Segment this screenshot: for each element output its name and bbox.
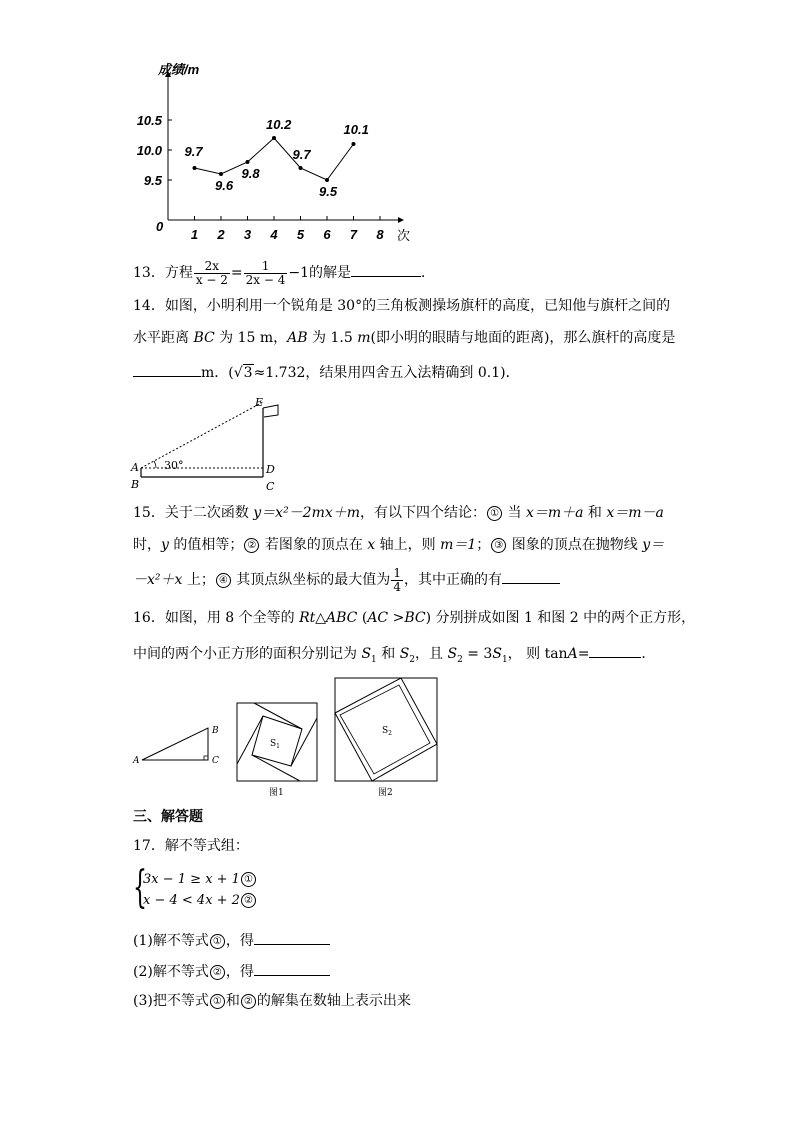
figure1-line [254, 703, 302, 729]
point-b-label: B [131, 478, 140, 491]
point-a-label: A [131, 461, 139, 474]
fraction-1: $\frac{2x}{x - 2}$ [195, 258, 228, 287]
data-point [272, 136, 276, 140]
square-figure-2 [334, 677, 440, 797]
data-label: 10.2 [266, 117, 292, 132]
data-label: 9.8 [241, 166, 260, 181]
right-triangle-figure [128, 718, 228, 778]
x-tick-label: 4 [270, 227, 278, 242]
x-tick-label: 1 [190, 227, 199, 242]
data-point [219, 172, 223, 176]
angle-arc [154, 461, 156, 468]
fraction-2: $\frac{1}{2x - 4}$ [245, 258, 286, 287]
circled-4: ④ [216, 573, 231, 588]
data-point [193, 166, 197, 170]
question-15-line-1: 15．关于二次函数 y＝x²－2mx＋m，有以下四个结论： ① 当 x＝m＋a 和 x＝m－a [133, 505, 664, 521]
answer-blank-14[interactable] [133, 362, 201, 377]
section-title: 三、解答题 [133, 808, 203, 824]
data-point [325, 178, 329, 182]
answer-blank-17-2[interactable] [254, 961, 330, 976]
y-tick-label: 9.5 [143, 173, 162, 188]
point-d-label: D [266, 463, 275, 476]
inequality-1: 3x − 1 ≥ x + 1 ① [143, 870, 257, 890]
data-label: 9.7 [184, 144, 203, 159]
x-tick-label: 5 [296, 227, 305, 242]
data-point [246, 160, 250, 164]
data-point [352, 142, 356, 146]
triangle-a-label: A [133, 756, 140, 766]
step-1: (1)解不等式 ① ，得 [133, 930, 330, 951]
origin-label: 0 [156, 219, 164, 234]
triangle-abc [142, 728, 208, 760]
answer-blank-13[interactable] [351, 262, 421, 277]
x-tick-label: 3 [243, 227, 252, 242]
question-14-line-3: m．(√3≈1.732，结果用四舍五入法精确到 0.1)． [133, 362, 520, 383]
answer-blank-15[interactable] [502, 569, 560, 584]
right-angle-mark [204, 756, 208, 760]
x-tick-label: 2 [217, 227, 225, 242]
s2-label: $S_2$ [382, 726, 392, 737]
question-17-line-1: 17．解不等式组： [133, 838, 249, 854]
point-c-label: C [266, 480, 275, 493]
y-tick-label: 10.0 [136, 143, 162, 158]
circled-1: ① [487, 506, 502, 521]
series-line [195, 138, 354, 180]
square-figure-1 [236, 702, 321, 797]
question-15-line-2: 时，y 的值相等； ② 若图象的顶点在 x 轴上，则 m＝1； ③ 图象的顶点在抛物线 y＝ [133, 537, 665, 553]
triangle-b-label: B [212, 726, 219, 736]
y-tick-label: 10.5 [136, 113, 162, 128]
x-tick-label: 8 [376, 227, 384, 242]
x-axis-arrow [398, 217, 404, 223]
x-tick-label: 6 [323, 227, 331, 242]
data-label: 10.1 [343, 122, 369, 137]
question-13: 13．方程 $\frac{2x}{x - 2}$ = $\frac{1}{2x - 4}$ −1的解是 ． [133, 258, 436, 287]
circled-3: ③ [491, 538, 506, 553]
x-axis-label: 次 [397, 228, 411, 243]
flag-shape [263, 405, 278, 417]
step-3: (3)把不等式 ① 和 ② 的解集在数轴上表示出来 [133, 993, 411, 1009]
triangle-c-label: C [212, 756, 219, 766]
fraction-quarter: $\frac{1}{4}$ [393, 565, 401, 594]
data-label: 9.7 [292, 147, 311, 162]
question-14-line-2: 水平距离 BC 为 15 m，AB 为 1.5 m(即小明的眼睛与地面的距离)，那么旗杆的高度是 [133, 330, 676, 346]
question-16-line-1: 16．如图，用 8 个全等的 Rt△ABC (AC >BC) 分别拼成如图 1 和图 2 中的两个正方形， [133, 610, 696, 626]
sight-line [141, 402, 263, 468]
question-16-line-2: 中间的两个小正方形的面积分别记为 $S_1$ 和 $S_2$，且 $S_2 = 3S_1$， 则 tanA= ． [133, 643, 655, 670]
data-label: 9.5 [319, 184, 338, 199]
inequality-2: x − 4 < 4x + 2 ② [143, 891, 257, 911]
score-line-chart [120, 55, 420, 245]
y-axis-label: 成绩/m [158, 62, 200, 77]
point-e-label: E [255, 396, 264, 409]
system-brace: { [133, 862, 147, 913]
circled-2: ② [244, 538, 259, 553]
answer-blank-17-1[interactable] [254, 930, 330, 945]
flagpole-figure [128, 393, 288, 493]
answer-blank-16[interactable] [589, 643, 641, 658]
data-label: 9.6 [215, 178, 234, 193]
data-point [299, 166, 303, 170]
figure2-caption: 图2 [378, 788, 393, 797]
angle-label: 30° [164, 459, 184, 472]
x-tick-label: 7 [349, 227, 358, 242]
question-15-line-3: －x²＋x 上； ④ 其顶点纵坐标的最大值为 $\frac{1}{4}$ ，其中正确的有 [133, 564, 560, 596]
step-2: (2)解不等式 ② ，得 [133, 961, 330, 982]
question-14-line-1: 14．如图，小明利用一个锐角是 30°的三角板测操场旗杆的高度，已知他与旗杆之间的 [133, 298, 671, 314]
figure1-caption: 图1 [269, 788, 284, 797]
s1-label: $S_1$ [270, 739, 280, 750]
